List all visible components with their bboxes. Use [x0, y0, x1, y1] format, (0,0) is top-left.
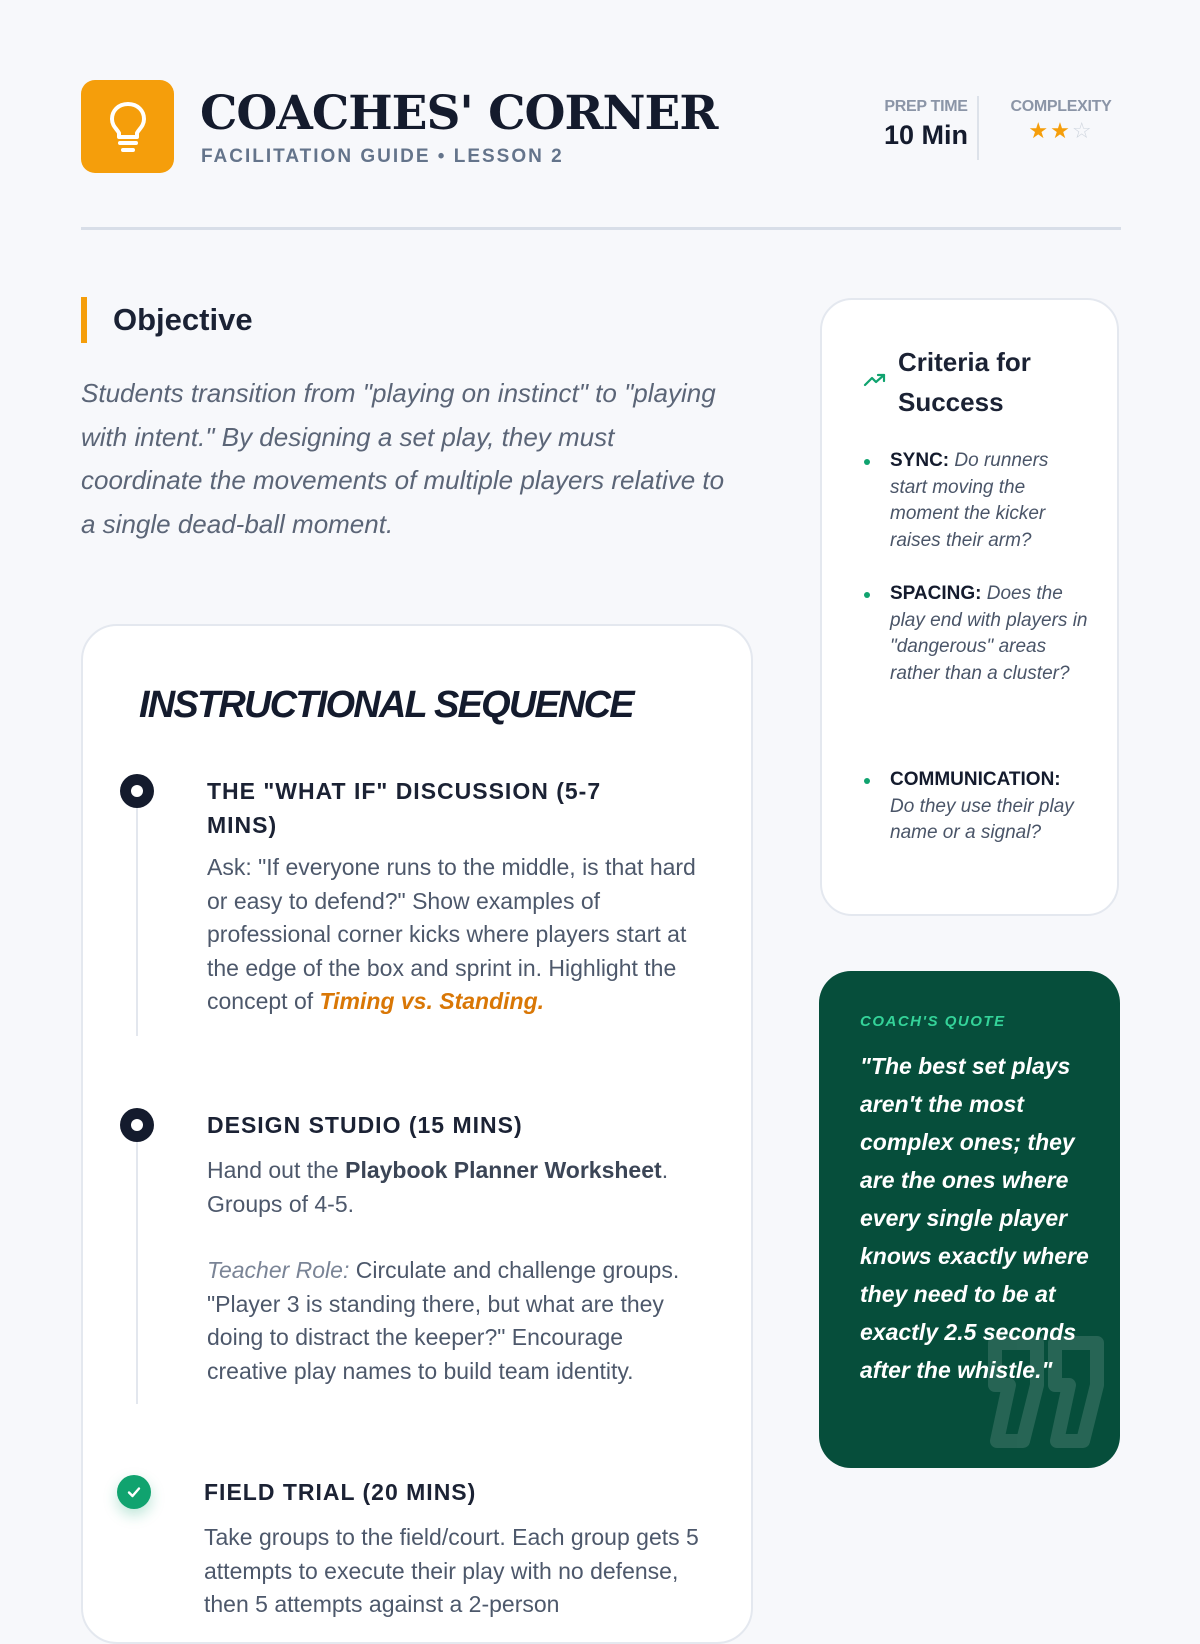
worksheet-name: Playbook Planner Worksheet: [345, 1157, 662, 1183]
logo-tile: [81, 80, 174, 173]
check-icon: [117, 1475, 151, 1509]
quote-text: "The best set plays aren't the most complex ones; they are the ones where every single player knows exactly where they need to be at exactly 2.5 seconds after the whistle.": [860, 1053, 1089, 1383]
teacher-role-text: Circulate and challenge groups. "Player 3 is standing there, but what are they doing to distract the keeper?" Encourage creative play names to build team identity.: [207, 1257, 680, 1384]
complexity: [1001, 98, 1121, 144]
teacher-role: [207, 1254, 707, 1388]
criteria-text: Do runners start moving the moment the kicker raises their arm?: [890, 450, 1049, 552]
step-body-text: Ask: "If everyone runs to the middle, is that hard or easy to defend?" Show examples of professional corner kicks where players start at the edge of the box and sprint in. Highlight the concept of: [207, 854, 696, 1014]
timeline-line: [136, 808, 138, 1036]
step-body: [207, 1154, 707, 1221]
quote-mark-icon: [975, 1323, 1115, 1463]
teacher-role-label: Teacher Role:: [207, 1257, 350, 1283]
step-body: [207, 851, 707, 1019]
step-body: Take groups to the field/court. Each group gets 5 attempts to execute their play with no defense, then 5 attempts against a 2-person: [204, 1524, 699, 1617]
step-dot-icon: [120, 774, 154, 808]
quote-label: COACH'S QUOTE: [860, 1013, 1006, 1030]
page-subtitle: FACILITATION GUIDE • LESSON 2: [201, 146, 564, 167]
lightbulb-icon: [106, 100, 150, 154]
objective-text: Students transition from "playing on instinct" to "playing with intent." By designing a set play, they must coordinate the movements of multiple players relative to a single dead-ball moment.: [81, 378, 725, 539]
star-filled-icon: ★: [1050, 118, 1072, 143]
bullet-icon: [864, 592, 870, 598]
criteria-item: [890, 448, 1090, 555]
page-title: COACHES' CORNER: [200, 86, 718, 141]
objective-heading: Objective: [81, 297, 253, 343]
step-body-text: . Groups of 4-5.: [207, 1157, 669, 1217]
prep-time-value: 10 Min: [883, 120, 969, 150]
step-title: THE "WHAT IF" DISCUSSION (5-7 MINS): [207, 778, 602, 838]
page-header: [81, 80, 1121, 174]
prep-time: [861, 98, 991, 151]
criteria-title: Criteria for Success: [898, 347, 1031, 417]
criteria-item: [890, 581, 1090, 688]
criteria-text: Do they use their play name or a signal?: [890, 795, 1074, 844]
complexity-label: COMPLEXITY: [1010, 98, 1112, 115]
star-filled-icon: ★: [1028, 118, 1051, 143]
step-highlight: Timing vs. Standing.: [319, 988, 545, 1014]
step-body-text: Hand out the: [207, 1157, 346, 1183]
criteria-key: COMMUNICATION:: [890, 769, 1061, 790]
prep-time-label: PREP TIME: [884, 98, 968, 115]
criteria-text: Does the play end with players in "dangerous" areas rather than a cluster?: [890, 583, 1088, 685]
step-title: FIELD TRIAL (20 MINS): [204, 1479, 477, 1505]
criteria-card: [820, 298, 1119, 916]
step-dot-icon: [120, 1108, 154, 1142]
sequence-title: INSTRUCTIONAL SEQUENCE: [139, 684, 633, 726]
bullet-icon: [864, 459, 870, 465]
star-empty-icon: ☆: [1071, 118, 1094, 143]
criteria-key: SPACING:: [890, 583, 982, 604]
bullet-icon: [864, 778, 870, 784]
timeline-line: [136, 1142, 138, 1404]
header-divider: [81, 227, 1121, 230]
criteria-key: SYNC:: [890, 450, 950, 471]
coach-quote-card: [819, 971, 1120, 1468]
complexity-rating: [1001, 118, 1121, 144]
meta-divider: [977, 96, 979, 160]
instructional-sequence-card: [81, 624, 753, 1644]
trending-up-icon: [864, 373, 886, 387]
criteria-item: [890, 767, 1090, 847]
step-title: DESIGN STUDIO (15 MINS): [207, 1112, 523, 1138]
